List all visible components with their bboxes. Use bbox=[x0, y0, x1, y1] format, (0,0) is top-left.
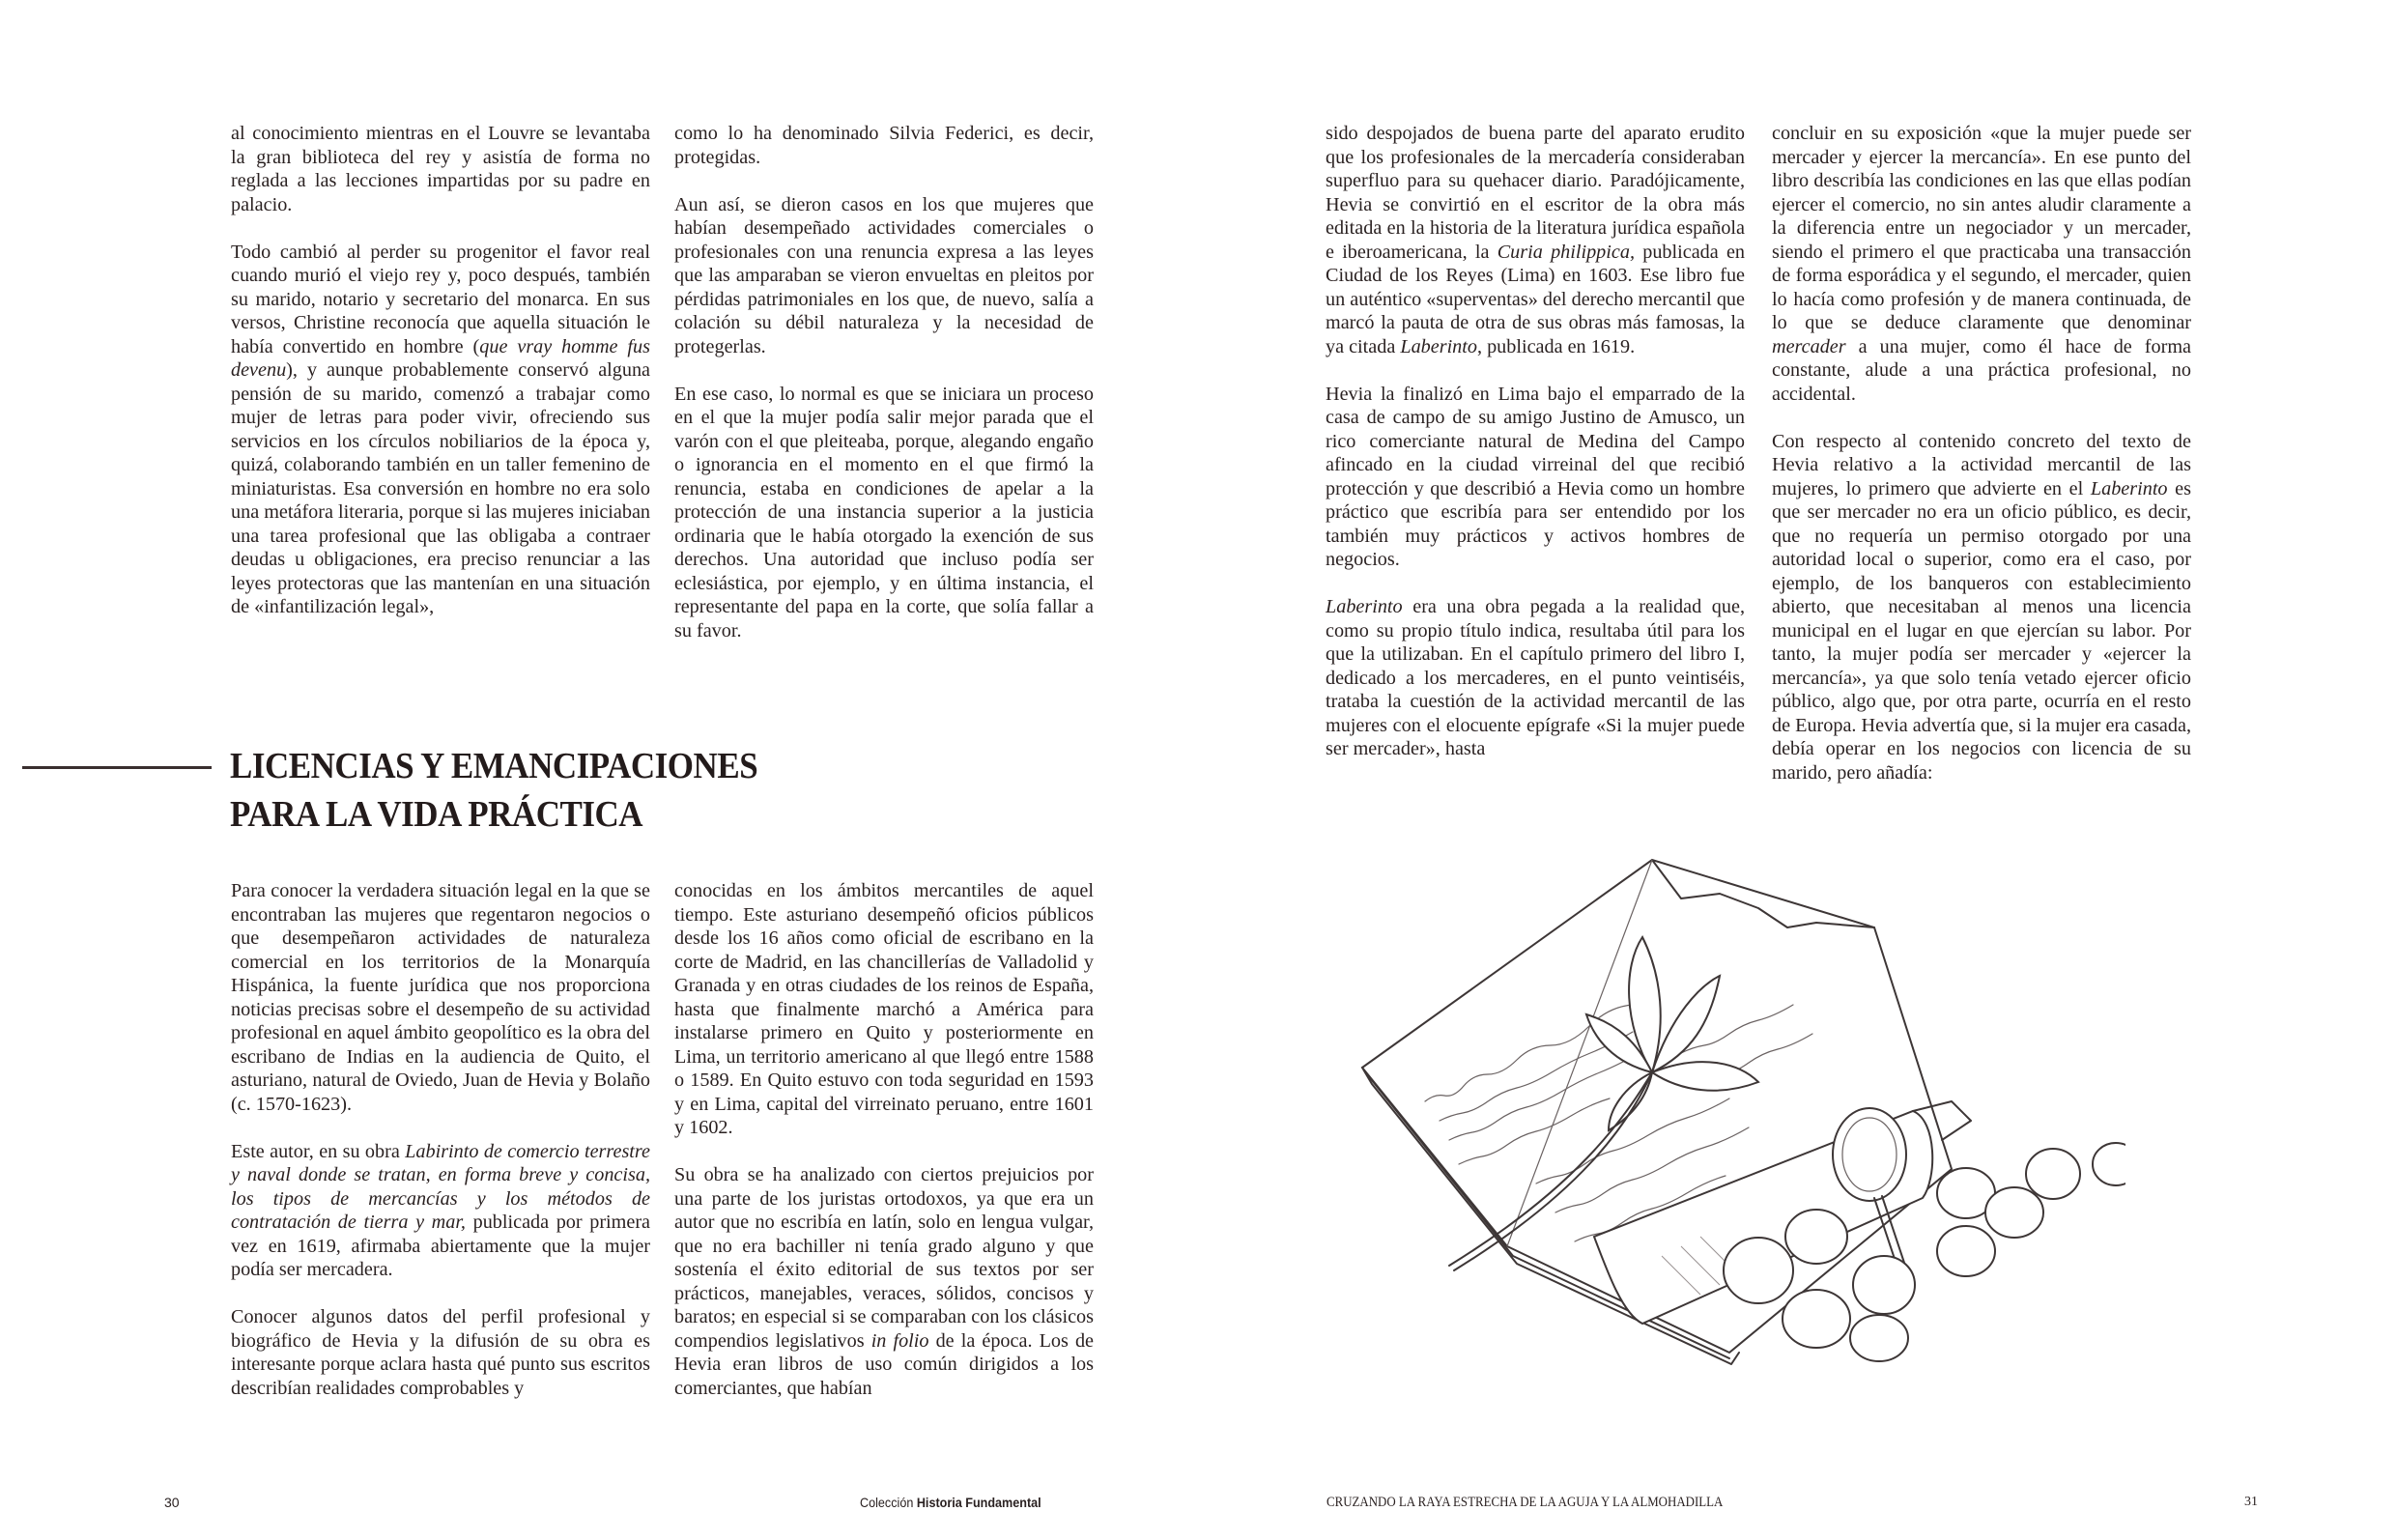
italic-text: Curia philippica, bbox=[1497, 241, 1635, 263]
text: a una mujer, como él hace de forma constante, alude a una práctica profesional, no accidental. bbox=[1772, 335, 2191, 405]
text: En ese caso, lo normal es que se iniciara un proceso en el que la mujer podía salir mejor parada que el varón con el que pleiteaba, porque, alegando engaño o ignorancia en el momento en el que firmó la renuncia, estaba en condiciones de apelar a la protección de una instancia superior a la justicia ordinaria que le había otorgado la exención de sus derechos. Una autoridad que incluso podía ser eclesiástica, por ejemplo, y en última instancia, el representante del papa en la corte, que solía fallar a su favor. bbox=[674, 383, 1094, 642]
italic-text: Laberinto bbox=[1400, 335, 1477, 357]
text: Este autor, en su obra bbox=[231, 1140, 406, 1162]
paragraph bbox=[231, 1140, 650, 1282]
text: al conocimiento mientras en el Louvre se levantaba la gran biblioteca del rey y asistía de forma no reglada a las lecciones impartidas por su padre en palacio. bbox=[231, 123, 650, 215]
paragraph bbox=[1772, 430, 2191, 785]
section-rule bbox=[22, 766, 212, 769]
paragraph bbox=[674, 879, 1094, 1140]
section-heading bbox=[230, 742, 852, 839]
paragraph bbox=[1326, 383, 1745, 572]
illustration-svg bbox=[1333, 831, 2125, 1372]
text: sido despojados de buena parte del aparato erudito que los profesionales de la mercadería consideraban superfluo para su quehacer diario. Paradójicamente, Hevia se convirtió en el escritor de la obra más editada en la historia de la literatura jurídica española e iberoamericana, la bbox=[1326, 123, 1745, 263]
collection-series: Historia Fundamental bbox=[916, 1495, 1041, 1510]
paragraph bbox=[1326, 122, 1745, 358]
manuscript-illustration bbox=[1333, 831, 2125, 1372]
text: publicada en Ciudad de los Reyes (Lima) en 1603. Ese libro fue un auténtico «superventas» del derecho mercantil que marcó la pauta de otra de sus obras más famosas, la ya citada bbox=[1326, 241, 1746, 357]
text: como lo ha denominado Silvia Federici, es decir, protegidas. bbox=[674, 123, 1094, 168]
paragraph bbox=[674, 383, 1094, 643]
text: es que ser mercader no era un oficio público, es decir, que no requería un permiso otorgado por una autoridad local o superior, como era el caso, por ejemplo, de los banqueros con establecimiento abierto, que necesitaban al menos una licencia municipal en el lugar en que ejercían su labor. Por tanto, la mujer podía ser mercader y «ejercer la mercancía», ya que solo tenía vetado ejercer oficio público, algo que, por otra parte, ocurría en el resto de Europa. Hevia advertía que, si la mujer era casada, debía operar en los negocios con licencia de su marido, pero añadía: bbox=[1772, 477, 2191, 784]
paragraph bbox=[674, 1163, 1094, 1400]
paragraph bbox=[231, 241, 650, 619]
paragraph bbox=[231, 879, 650, 1116]
column-left-2-top bbox=[674, 122, 1094, 642]
text: Para conocer la verdadera situación legal en la que se encontraban las mujeres que regentaron negocios o que desempeñaron actividades de naturaleza comercial en los territorios de la Monarquía Hispánica, la fuente jurídica que nos proporciona noticias precisas sobre el desempeño de su actividad profesional en aquel ámbito geopolítico es la obra del escribano de Indias en la audiencia de Quito, el asturiano, natural de Oviedo, Juan de Hevia y Bolaño (c. 1570-1623). bbox=[231, 880, 650, 1115]
paragraph bbox=[674, 122, 1094, 169]
page-number-right: 31 bbox=[2244, 1495, 2258, 1509]
text: era una obra pegada a la realidad que, como su propio título indica, resultaba útil para los que la utilizaban. En el capítulo primero del libro I, dedicado a los mercaderes, en el punto veintiséis, trataba la cuestión de la actividad mercantil de las mujeres con el elocuente epígrafe «Si la mujer puede ser mercader», hasta bbox=[1326, 596, 1745, 759]
column-right-1 bbox=[1326, 122, 1745, 761]
text: de la época. Los de Hevia eran libros de uso común dirigidos a los comerciantes, que habían bbox=[674, 1329, 1095, 1399]
paragraph bbox=[231, 1305, 650, 1400]
section-heading-line-1: LICENCIAS Y EMANCIPACIONES bbox=[230, 746, 758, 786]
italic-text: Labirinto de comercio terrestre y naval donde se tratan, en forma breve y concisa, los tipos de mercancías y los métodos de contratación de tierra y mar, bbox=[231, 1140, 650, 1233]
page-number-left: 30 bbox=[164, 1495, 180, 1510]
text: Hevia la finalizó en Lima bajo el emparrado de la casa de campo de su amigo Justino de Amusco, un rico comerciante natural de Medina del Campo afincado en la ciudad virreinal del que recibió protección y que describió a Hevia como un hombre práctico que escribía para ser entendido por los también muy prácticos y activos hombres de negocios. bbox=[1326, 383, 1745, 570]
text: Su obra se ha analizado con ciertos prejuicios por una parte de los juristas ortodoxos, ya que era un autor que no escribía en latín, solo en lengua vulgar, que no era bachiller ni tenía grado alguno y que sostenía el éxito editorial de sus textos por ser prácticos, manejables, veraces, sólidos, concisos y baratos; en especial si se comparaban con los clásicos compendios legislativos bbox=[674, 1164, 1094, 1352]
column-left-2-bottom bbox=[674, 879, 1094, 1400]
italic-text: Laberinto bbox=[2090, 477, 2168, 499]
paragraph bbox=[1772, 122, 2191, 406]
text: Aun así, se dieron casos en los que mujeres que habían desempeñado actividades comerciales o profesionales con una renuncia expresa a las leyes que las amparaban se vieron envueltas en pleitos por pérdidas patrimoniales en los que, de nuevo, salía a colación su débil naturaleza y la necesidad de protegerlas. bbox=[674, 193, 1094, 357]
italic-text: Laberinto bbox=[1326, 596, 1403, 617]
paragraph bbox=[674, 193, 1094, 359]
paragraph bbox=[231, 122, 650, 216]
text: , publicada en 1619. bbox=[1476, 335, 1636, 357]
italic-text: mercader bbox=[1772, 335, 1846, 357]
section-heading-line-2: PARA LA VIDA PRÁCTICA bbox=[230, 794, 643, 835]
paragraph bbox=[1326, 595, 1745, 761]
text: ), y aunque probablemente conservó alguna pensión de su marido, comenzó a trabajar como mujer de letras para poder vivir, ofreciendo sus servicios en los círculos nobiliarios de la época y, quizá, colaborando también en un taller femenino de miniaturistas. Esa conversión en hombre no era solo una metáfora literaria, porque si las mujeres iniciaban una tarea profesional que las obligaba a contraer deudas u obligaciones, era preciso renunciar a las leyes protectoras que las mantenían en una situación de «infantilización legal», bbox=[231, 359, 650, 617]
column-right-2 bbox=[1772, 122, 2191, 784]
text: conocidas en los ámbitos mercantiles de aquel tiempo. Este asturiano desempeñó oficios públicos desde los 16 años como oficial de escribano en la corte de Madrid, en las chancillerías de Valladolid y Granada y en otras ciudades de los reinos de España, hasta que finalmente marchó a América para instalarse primero en Quito y posteriormente en Lima, un territorio americano al que llegó entre 1588 o 1589. En Quito estuvo con toda seguridad en 1593 y en Lima, capital del virreinato peruano, entre 1601 y 1602. bbox=[674, 880, 1094, 1138]
column-left-1-top bbox=[231, 122, 650, 619]
text: Todo cambió al perder su progenitor el favor real cuando murió el viejo rey y, poco después, también su marido, notario y secretario del monarca. En sus versos, Christine reconocía que aquella situación le había convertido en hombre ( bbox=[231, 241, 650, 357]
text: concluir en su exposición «que la mujer puede ser mercader y ejercer la mercancía». En ese punto del libro describía las condiciones en las que ellas podían ejercer el comercio, no sin antes aludir claramente a la diferencia entre un negociador y un mercader, siendo el primero el que practicaba una transacción de forma esporádica y el segundo, el mercader, quien lo hacía como profesión y de manera continuada, de lo que se deduce claramente que denominar bbox=[1772, 123, 2191, 333]
collection-footer bbox=[860, 1495, 1041, 1510]
text: Con respecto al contenido concreto del texto de Hevia relativo a la actividad mercantil de las mujeres, lo primero que advierte en el bbox=[1772, 430, 2191, 499]
collection-prefix: Colección bbox=[860, 1495, 917, 1510]
text: Conocer algunos datos del perfil profesional y biográfico de Hevia y la difusión de su obra es interesante porque aclara hasta qué punto sus escritos describían realidades comprobables y bbox=[231, 1306, 650, 1399]
running-title: CRUZANDO LA RAYA ESTRECHA DE LA AGUJA Y LA ALMOHADILLA bbox=[1326, 1495, 1724, 1510]
text: publicada por primera vez en 1619, afirmaba abiertamente que la mujer podía ser mercadera. bbox=[231, 1212, 650, 1280]
italic-text: que vray homme fus devenu bbox=[231, 335, 650, 381]
column-left-1-bottom bbox=[231, 879, 650, 1400]
italic-text: in folio bbox=[870, 1329, 929, 1352]
